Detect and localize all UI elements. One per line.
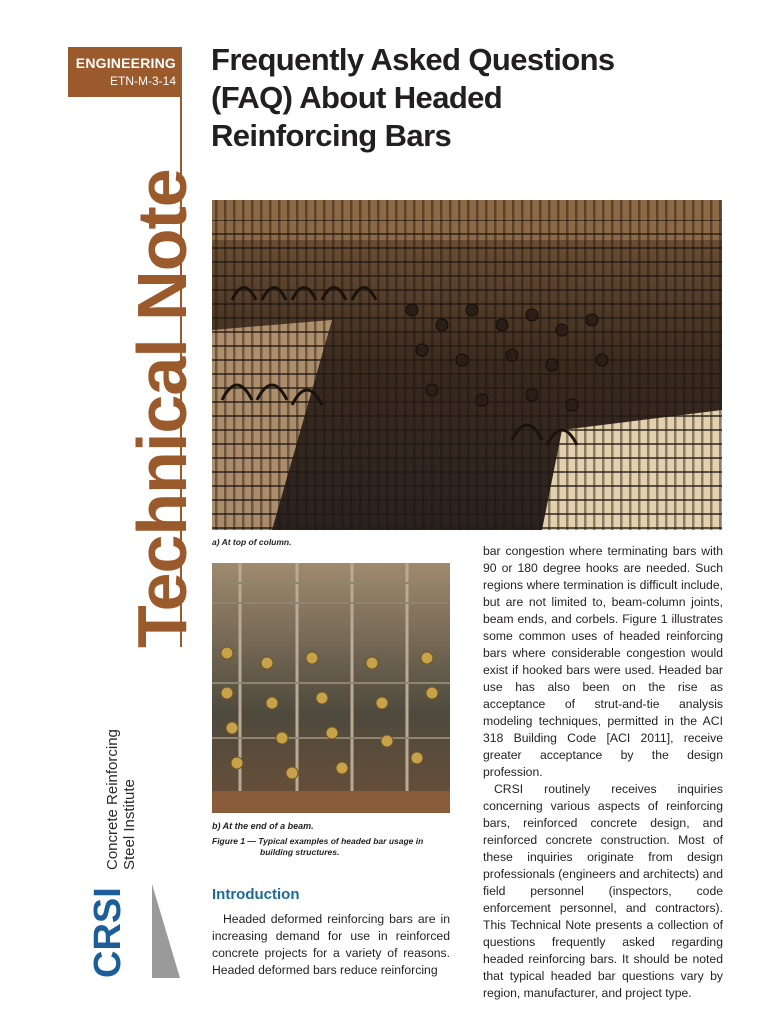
introduction-heading: Introduction [212,886,300,903]
technical-note-title: Technical Note [123,169,201,648]
caption-b: b) At the end of a beam. [212,821,314,831]
photo-beam-rebar [212,563,450,813]
intro-paragraph-1-cont: bar congestion where terminating bars with 90 or 180 degree hooks are needed. Such regions where termination is difficult include, but are not limited to, beam-column joints, beam ends, and corbels. Figure 1 illustrates some common uses of headed reinforcing bars where considerable congestion would exist if hooked bars were used. Headed bar use has also been on the rise as acceptance of strut-and-tie analysis modeling techniques, permitted in the ACI 318 Building Code [ACI 2011], receive greater acceptance by the design profession. [483,544,723,779]
title-line-1: Frequently Asked Questions [211,42,615,77]
body-column-right [483,543,723,1002]
figure-caption-line-2: building structures. [260,847,340,857]
photo-column-rebar [212,200,722,530]
category-badge [68,47,180,97]
logo-triangle [152,884,180,978]
title-line-2: (FAQ) About Headed [211,80,503,115]
institute-line-2: Steel Institute [121,779,138,870]
intro-paragraph-1: Headed deformed reinforcing bars are in increasing demand for use in reinforced concrete projects for a variety of reasons. Headed deformed bars reduce reinforcing [212,912,450,977]
caption-a: a) At top of column. [212,537,292,547]
category-label: ENGINEERING [75,55,176,71]
body-column-left [212,911,450,979]
institute-name [104,729,138,870]
logo-text: CRSI [87,887,129,978]
title-line-3: Reinforcing Bars [211,118,452,153]
institute-line-1: Concrete Reinforcing [104,729,121,870]
document-code: ETN-M-3-14 [109,74,176,88]
figure-caption-line-1: Figure 1 — Typical examples of headed bar usage in [212,836,424,846]
page-title [211,41,731,155]
crsi-logo [87,882,182,980]
figure-caption [212,836,452,858]
intro-paragraph-2: CRSI routinely receives inquiries concerning various aspects of reinforcing bars, reinforced concrete design, and reinforced concrete construction. Most of these inquiries originate from design professionals (engineers and architects) and field personnel (inspectors, code enforcement personnel, and contractors). This Technical Note presents a collection of questions frequently asked regarding headed reinforcing bars. It should be noted that typical headed bar questions vary by region, manufacturer, and project type. [483,782,723,1000]
